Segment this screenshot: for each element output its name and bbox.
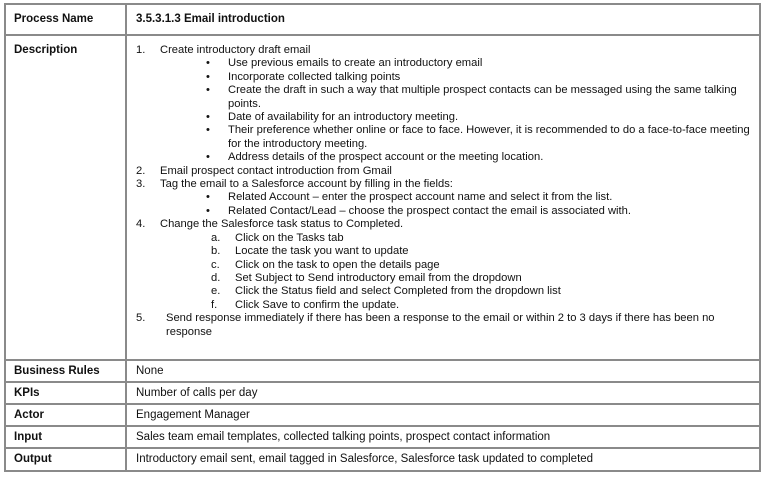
kpis-row <box>6 383 759 405</box>
description-row <box>6 36 759 361</box>
bullet-icon: • <box>206 191 210 204</box>
actor-label: Actor <box>6 405 127 425</box>
description-label: Description <box>6 36 127 359</box>
step-1-bullet: • Their preference whether online or face to face. However, it is recommended to do a face-to-face meeting for the introductory meeting. <box>206 124 750 150</box>
input-label: Input <box>6 427 127 447</box>
input-value: Sales team email templates, collected talking points, prospect contact information <box>136 431 551 443</box>
kpis-value: Number of calls per day <box>136 387 258 399</box>
step-3: 3. Tag the email to a Salesforce account by filling in the fields: <box>136 178 453 191</box>
bullet-icon: • <box>206 57 210 70</box>
step-2: 2. Email prospect contact introduction from Gmail <box>136 164 392 177</box>
process-name-label: Process Name <box>6 5 127 34</box>
process-table <box>4 3 761 472</box>
business-rules-row <box>6 361 759 383</box>
step-1-bullet: • Incorporate collected talking points <box>206 70 401 83</box>
step-1-bullet: • Use previous emails to create an introductory email <box>206 57 483 70</box>
actor-row <box>6 405 759 427</box>
bullet-icon: • <box>206 124 210 137</box>
actor-value: Engagement Manager <box>136 409 250 421</box>
process-name-value: 3.5.3.1.3 Email introduction <box>136 13 285 25</box>
step-4-substep: b. Locate the task you want to update <box>211 245 409 258</box>
step-5: 5. Send response immediately if there has been a response to the email or within 2 to 3 days if there has been no response <box>136 312 715 338</box>
bullet-icon: • <box>206 70 210 83</box>
kpis-label: KPIs <box>6 383 127 403</box>
step-1-bullet: • Create the draft in such a way that multiple prospect contacts can be messaged using the same talking points. <box>206 84 737 110</box>
step-1: 1. Create introductory draft email <box>136 44 311 56</box>
description-value <box>127 36 759 359</box>
input-row <box>6 427 759 449</box>
output-row <box>6 449 759 470</box>
step-4-substep: e. Click the Status field and select Completed from the dropdown list <box>211 285 561 298</box>
business-rules-value: None <box>136 365 164 377</box>
output-label: Output <box>6 449 127 470</box>
step-4-substep: f. Click Save to confirm the update. <box>211 298 400 311</box>
step-4-substep: d. Set Subject to Send introductory email from the dropdown <box>211 271 522 284</box>
process-name-row <box>6 5 759 36</box>
step-3-bullet: • Related Account – enter the prospect account name and select it from the list. <box>206 191 613 204</box>
step-1-bullet: • Date of availability for an introductory meeting. <box>206 111 459 124</box>
business-rules-label: Business Rules <box>6 361 127 381</box>
bullet-icon: • <box>206 111 210 124</box>
output-value: Introductory email sent, email tagged in Salesforce, Salesforce task updated to completed <box>136 453 594 465</box>
step-3-bullet: • Related Contact/Lead – choose the prospect contact the email is associated with. <box>206 204 631 217</box>
step-4-substep: a. Click on the Tasks tab <box>211 231 344 244</box>
step-1-bullet: • Address details of the prospect account or the meeting location. <box>206 151 544 164</box>
bullet-icon: • <box>206 151 210 164</box>
bullet-icon: • <box>206 84 210 97</box>
bullet-icon: • <box>206 204 210 217</box>
step-4-substep: c. Click on the task to open the details page <box>211 258 440 271</box>
step-4: 4. Change the Salesforce task status to Completed. <box>136 218 404 231</box>
